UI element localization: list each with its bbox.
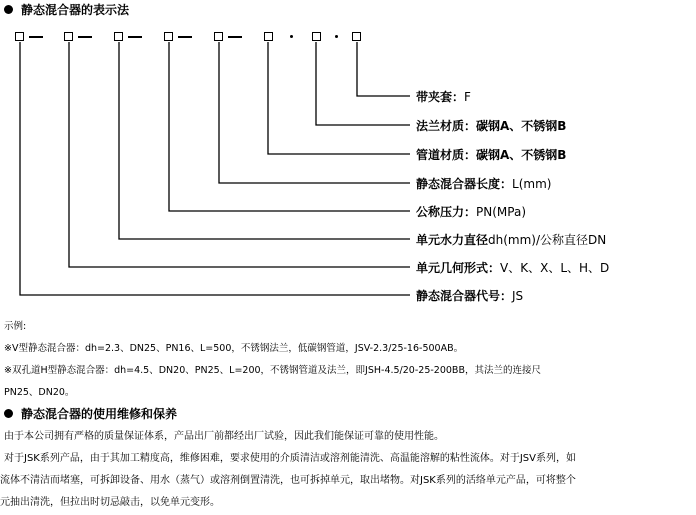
- maintenance-paragraph: 元抽出清洗，但拉出时切忌敲击，以免单元变形。: [0, 497, 220, 508]
- legend-pressure: 公称压力：PN(MPa): [416, 205, 526, 219]
- leader-line-code: [20, 42, 410, 295]
- example-line: ※双孔道H型静态混合器：dh=4.5、DN20、PN25、L=200，不锈钢管道及法兰，即JSH-4.5/20-25-200BB，其法兰的连接尺: [4, 365, 541, 376]
- maintenance-heading: 静态混合器的使用维修和保养: [4, 405, 177, 422]
- legend-code: 静态混合器代号：JS: [416, 289, 524, 303]
- leader-line-flange: [316, 42, 410, 125]
- legend-flange-material: 法兰材质：碳钢A、不锈钢B: [416, 119, 567, 133]
- leader-line-jacket: [357, 42, 410, 96]
- example-line: ※V型静态混合器：dh=2.3、DN25、PN16、L=500，不锈钢法兰，低碳钢管道，JSV-2.3/25-16-500AB。: [4, 343, 464, 354]
- legend-diameter: 单元水力直径dh(mm)/公称直径DN: [416, 233, 607, 247]
- legend-pipe-material: 管道材质：碳钢A、不锈钢B: [416, 148, 567, 162]
- maintenance-paragraph: 流体不清洁而堵塞，可拆卸设备、用水（蒸气）或溶剂倒置清洗，也可拆掉单元，取出堵物。对JSK系列的活络单元产品，可将整个: [0, 475, 576, 486]
- maintenance-paragraph: 由于本公司拥有严格的质量保证体系，产品出厂前都经出厂试验，因此我们能保证可靠的使用性能。: [4, 431, 444, 442]
- leader-line-pressure: [169, 42, 410, 211]
- legend-length: 静态混合器长度：L(mm): [416, 177, 552, 191]
- bullet-icon: [4, 409, 13, 418]
- legend-geometry: 单元几何形式：V、K、X、L、H、D: [416, 261, 610, 275]
- leader-line-diameter: [119, 42, 410, 239]
- leader-line-length: [219, 42, 410, 183]
- representation-heading: 静态混合器的表示法: [4, 1, 129, 18]
- leader-line-pipe: [268, 42, 410, 154]
- example-line: PN25、DN20。: [4, 387, 75, 398]
- examples-title: 示例:: [4, 321, 27, 332]
- maintenance-paragraph: 对于JSK系列产品，由于其加工精度高，维修困难，要求使用的介质清洁或溶剂能清洗、高温能溶解的粘性流体。对于JSV系列，如: [4, 453, 576, 464]
- legend-jacket: 带夹套：F: [416, 90, 471, 104]
